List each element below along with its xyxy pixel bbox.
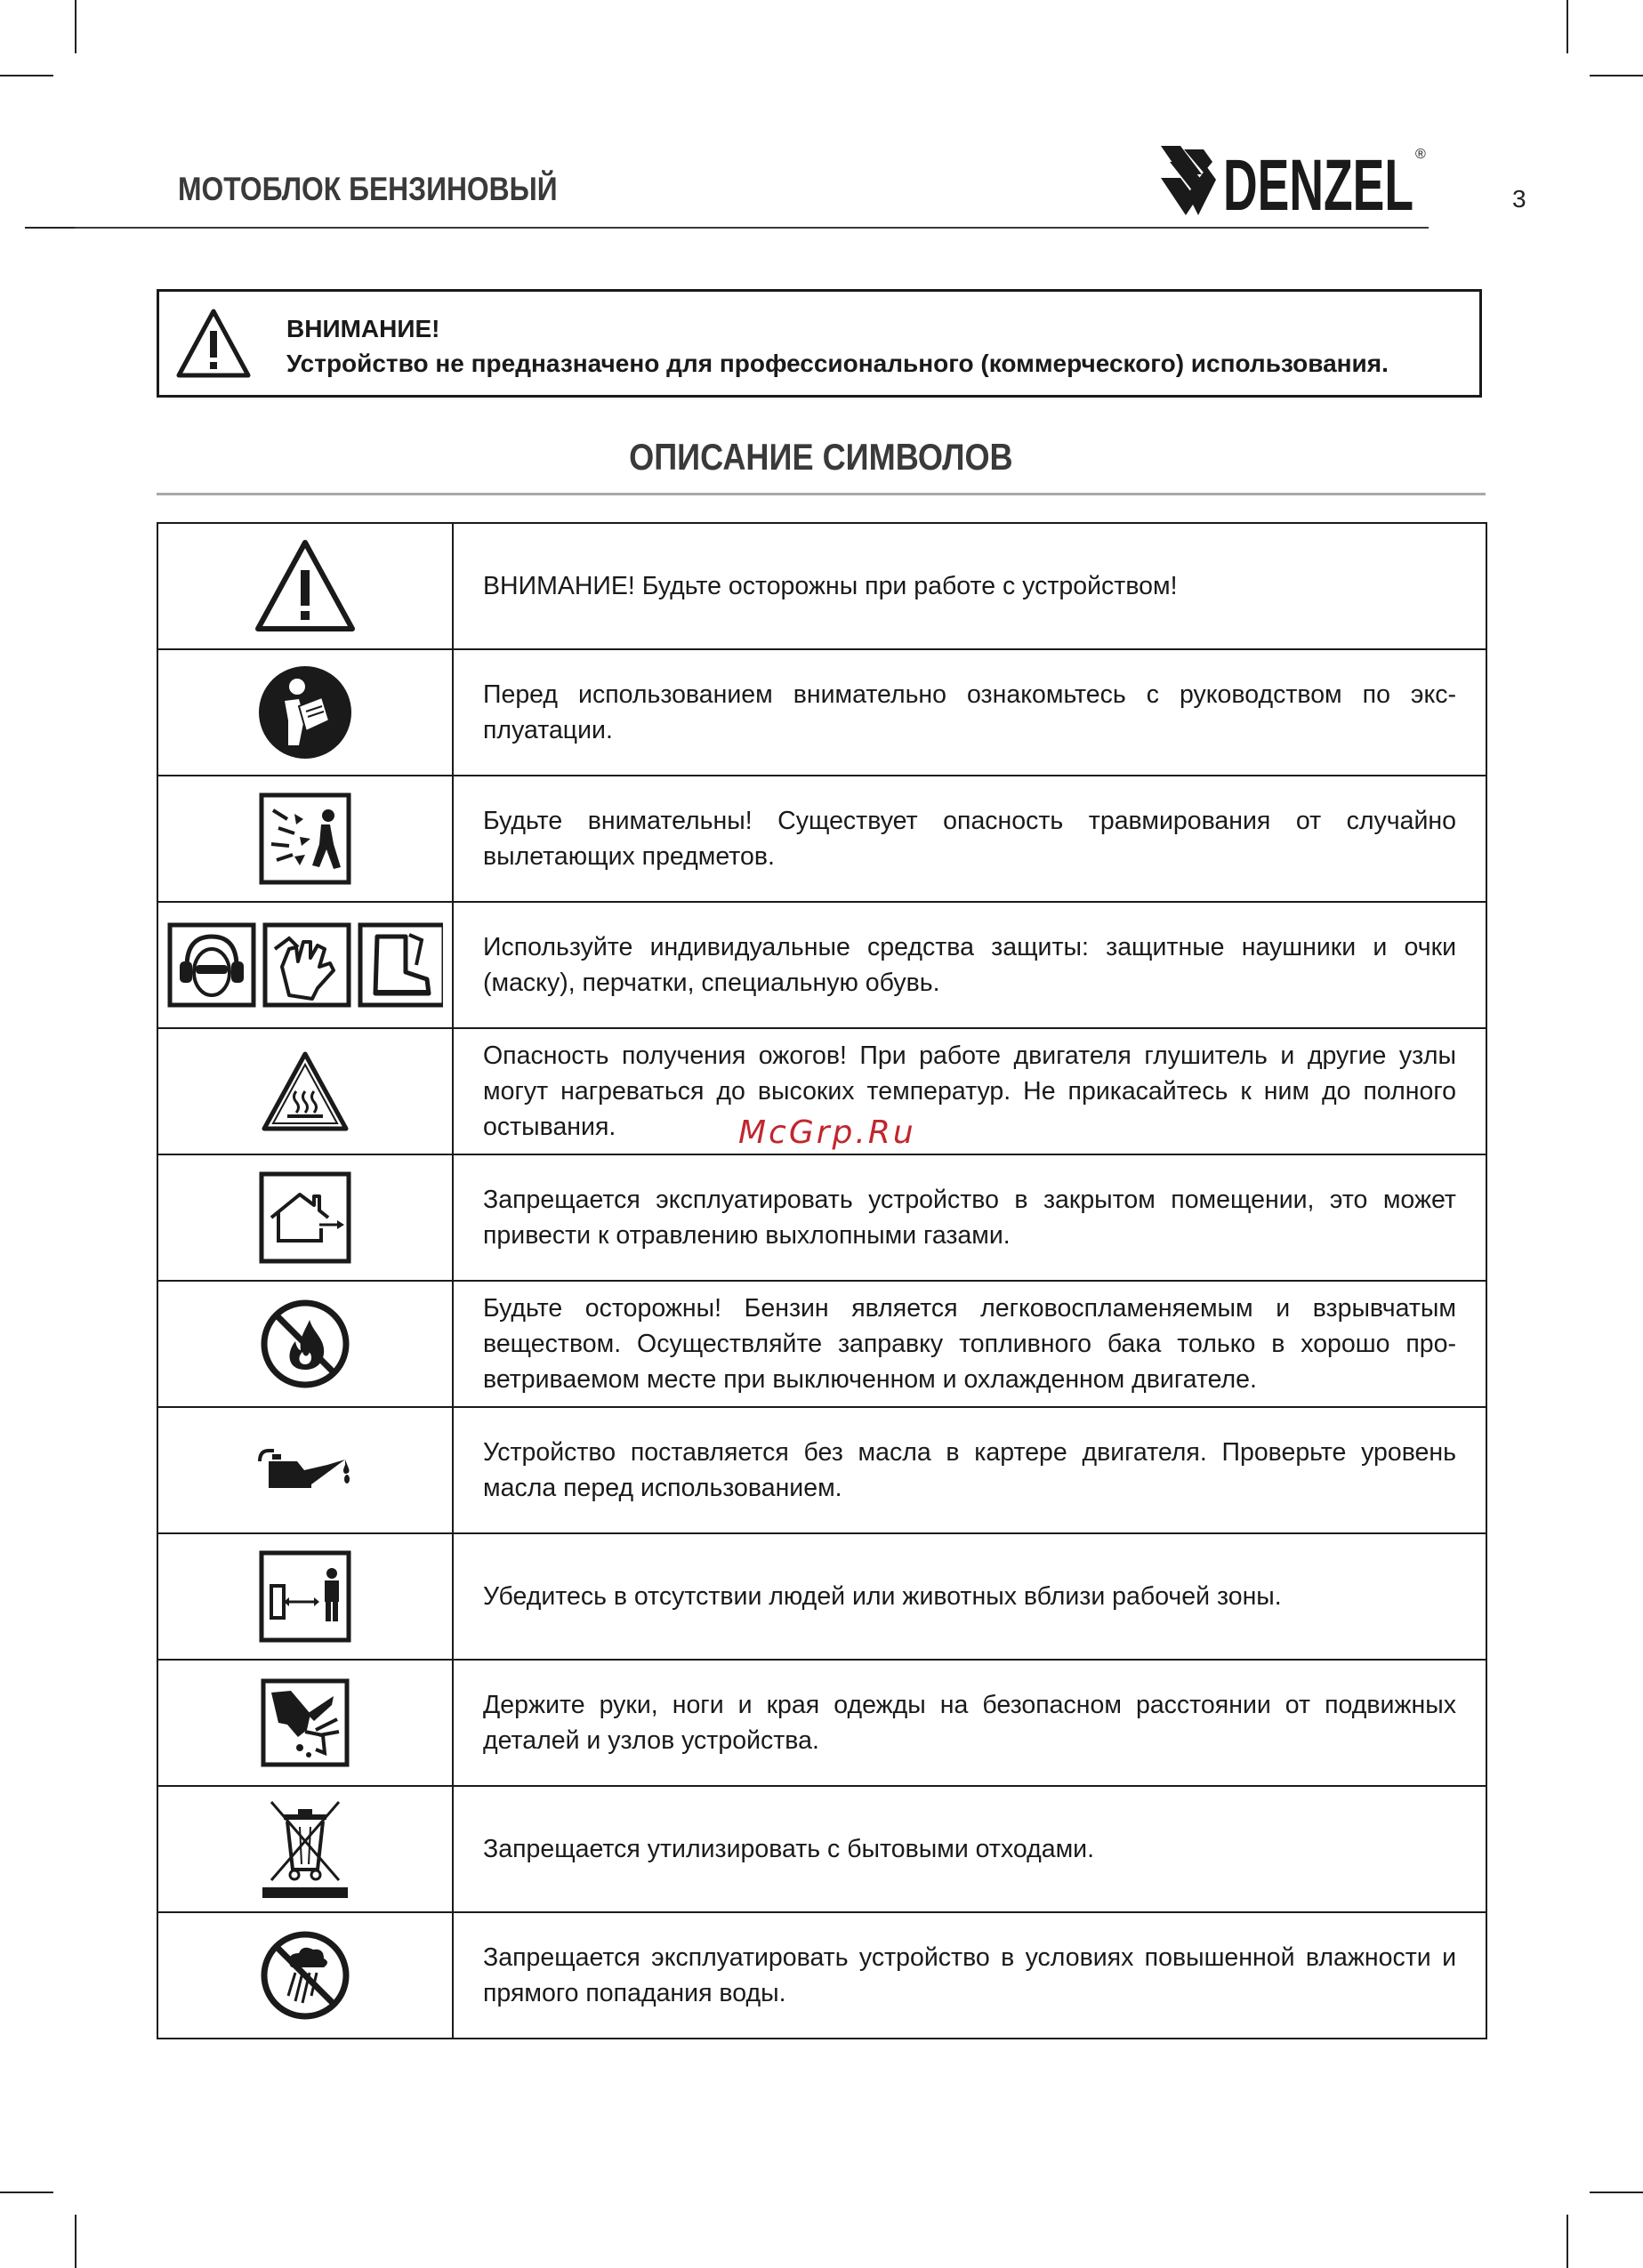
symbol-description: Перед использованием внимательно ознакомьтесь с руководством по эксплуатации. — [453, 649, 1486, 776]
section-title — [157, 436, 1486, 479]
icon-cell — [157, 1028, 453, 1154]
hot-surface-icon — [261, 1050, 350, 1132]
icon-cell — [157, 1533, 453, 1660]
oil-can-icon — [256, 1444, 354, 1497]
warning-triangle-icon — [175, 308, 252, 379]
icon-cell — [157, 1660, 453, 1786]
crop-mark — [1590, 2192, 1643, 2193]
table-row — [157, 902, 1486, 1028]
header-title: МОТОБЛОК БЕНЗИНОВЫЙ — [178, 171, 558, 207]
table-row — [157, 1533, 1486, 1660]
boots-icon — [360, 925, 443, 1005]
crop-mark — [75, 0, 77, 53]
moving-parts-icon — [261, 1678, 350, 1767]
crop-mark — [1590, 75, 1643, 76]
crop-mark — [25, 227, 75, 229]
symbol-description: Запрещается эксплуатировать устройство в закрытом помещении, это может привести к отравлению выхлопными газами. — [453, 1154, 1486, 1281]
symbol-description: Будьте осторожны! Бензин является легковоспламеняемым и взрывчатым веществом. Осуществляйте заправку топливного бака только в хорошо проветриваемом месте при выключенном и охлажденном двигателе. — [453, 1281, 1486, 1407]
table-row — [157, 1154, 1486, 1281]
section-rule — [157, 493, 1486, 495]
icon-cell — [157, 1281, 453, 1407]
ear-protection-icon — [170, 925, 254, 1005]
protective-equipment-icon — [167, 922, 443, 1008]
flying-objects-icon — [259, 792, 351, 885]
icon-cell — [157, 1912, 453, 2039]
table-row — [157, 1660, 1486, 1786]
icon-cell — [157, 1154, 453, 1281]
gloves-icon — [265, 925, 349, 1005]
table-row — [157, 1912, 1486, 2039]
no-indoor-use-icon — [259, 1171, 351, 1264]
brand-logo-icon — [1161, 141, 1428, 222]
no-rain-icon — [260, 1930, 350, 2021]
watermark: McGrp.Ru — [738, 1114, 916, 1151]
symbol-description: Запрещается утилизировать с бытовыми отходами. — [453, 1786, 1486, 1912]
symbol-description: Запрещается эксплуатировать устройство в условиях повышенной влажности и прямого попадания воды. — [453, 1912, 1486, 2039]
brand-name: DENZEL — [1223, 145, 1413, 222]
no-household-waste-icon — [261, 1798, 350, 1900]
symbol-description: Держите руки, ноги и края одежды на безопасном расстоянии от подвижных деталей и узлов устройства. — [453, 1660, 1486, 1786]
symbol-description: ВНИМАНИЕ! Будьте осторожны при работе с устройством! — [453, 523, 1486, 649]
table-row — [157, 1786, 1486, 1912]
symbol-description: Используйте индивидуальные средства защиты: защитные наушники и очки (маску), перчатки, специальную обувь. — [453, 902, 1486, 1028]
warning-text: Устройство не предназначено для профессионального (коммерческого) использования. — [286, 350, 1389, 377]
table-row — [157, 776, 1486, 902]
icon-cell — [157, 1407, 453, 1533]
registered-mark: ® — [1415, 147, 1426, 162]
read-manual-icon — [258, 665, 352, 760]
icon-cell — [157, 776, 453, 902]
no-fire-icon — [260, 1299, 350, 1389]
warning-triangle-icon — [254, 538, 357, 634]
symbol-description: Устройство поставляется без масла в картере двигателя. Проверьте уровень масла перед использованием. — [453, 1407, 1486, 1533]
crop-mark — [0, 2192, 53, 2193]
warning-title: ВНИМАНИЕ! — [286, 315, 440, 342]
keep-distance-icon — [259, 1550, 351, 1643]
symbol-description: Опасность получения ожогов! При работе двигателя глушитель и другие узлы могут нагреваться до высоких температур. Не прикасайтесь к ним до полного остывания. — [453, 1028, 1486, 1154]
symbol-description: Убедитесь в отсутствии людей или животных вблизи рабочей зоны. — [453, 1533, 1486, 1660]
table-row — [157, 1281, 1486, 1407]
icon-cell — [157, 649, 453, 776]
table-row — [157, 523, 1486, 649]
page-number: 3 — [1512, 185, 1526, 213]
crop-mark — [1566, 0, 1568, 53]
table-row — [157, 649, 1486, 776]
icon-cell — [157, 523, 453, 649]
icon-cell — [157, 1786, 453, 1912]
crop-mark — [0, 75, 53, 76]
crop-mark — [1566, 2215, 1568, 2268]
crop-mark — [75, 2215, 77, 2268]
header-rule — [75, 227, 1429, 229]
section-title-text: ОПИСАНИЕ СИМВОЛОВ — [629, 436, 1013, 478]
table-row — [157, 1407, 1486, 1533]
brand-logo — [1161, 141, 1428, 222]
symbols-table — [157, 522, 1487, 2039]
symbol-description: Будьте внимательны! Существует опасность травмирования от случайно вылетающих предметов. — [453, 776, 1486, 902]
icon-cell — [157, 902, 453, 1028]
warning-box — [157, 289, 1482, 398]
